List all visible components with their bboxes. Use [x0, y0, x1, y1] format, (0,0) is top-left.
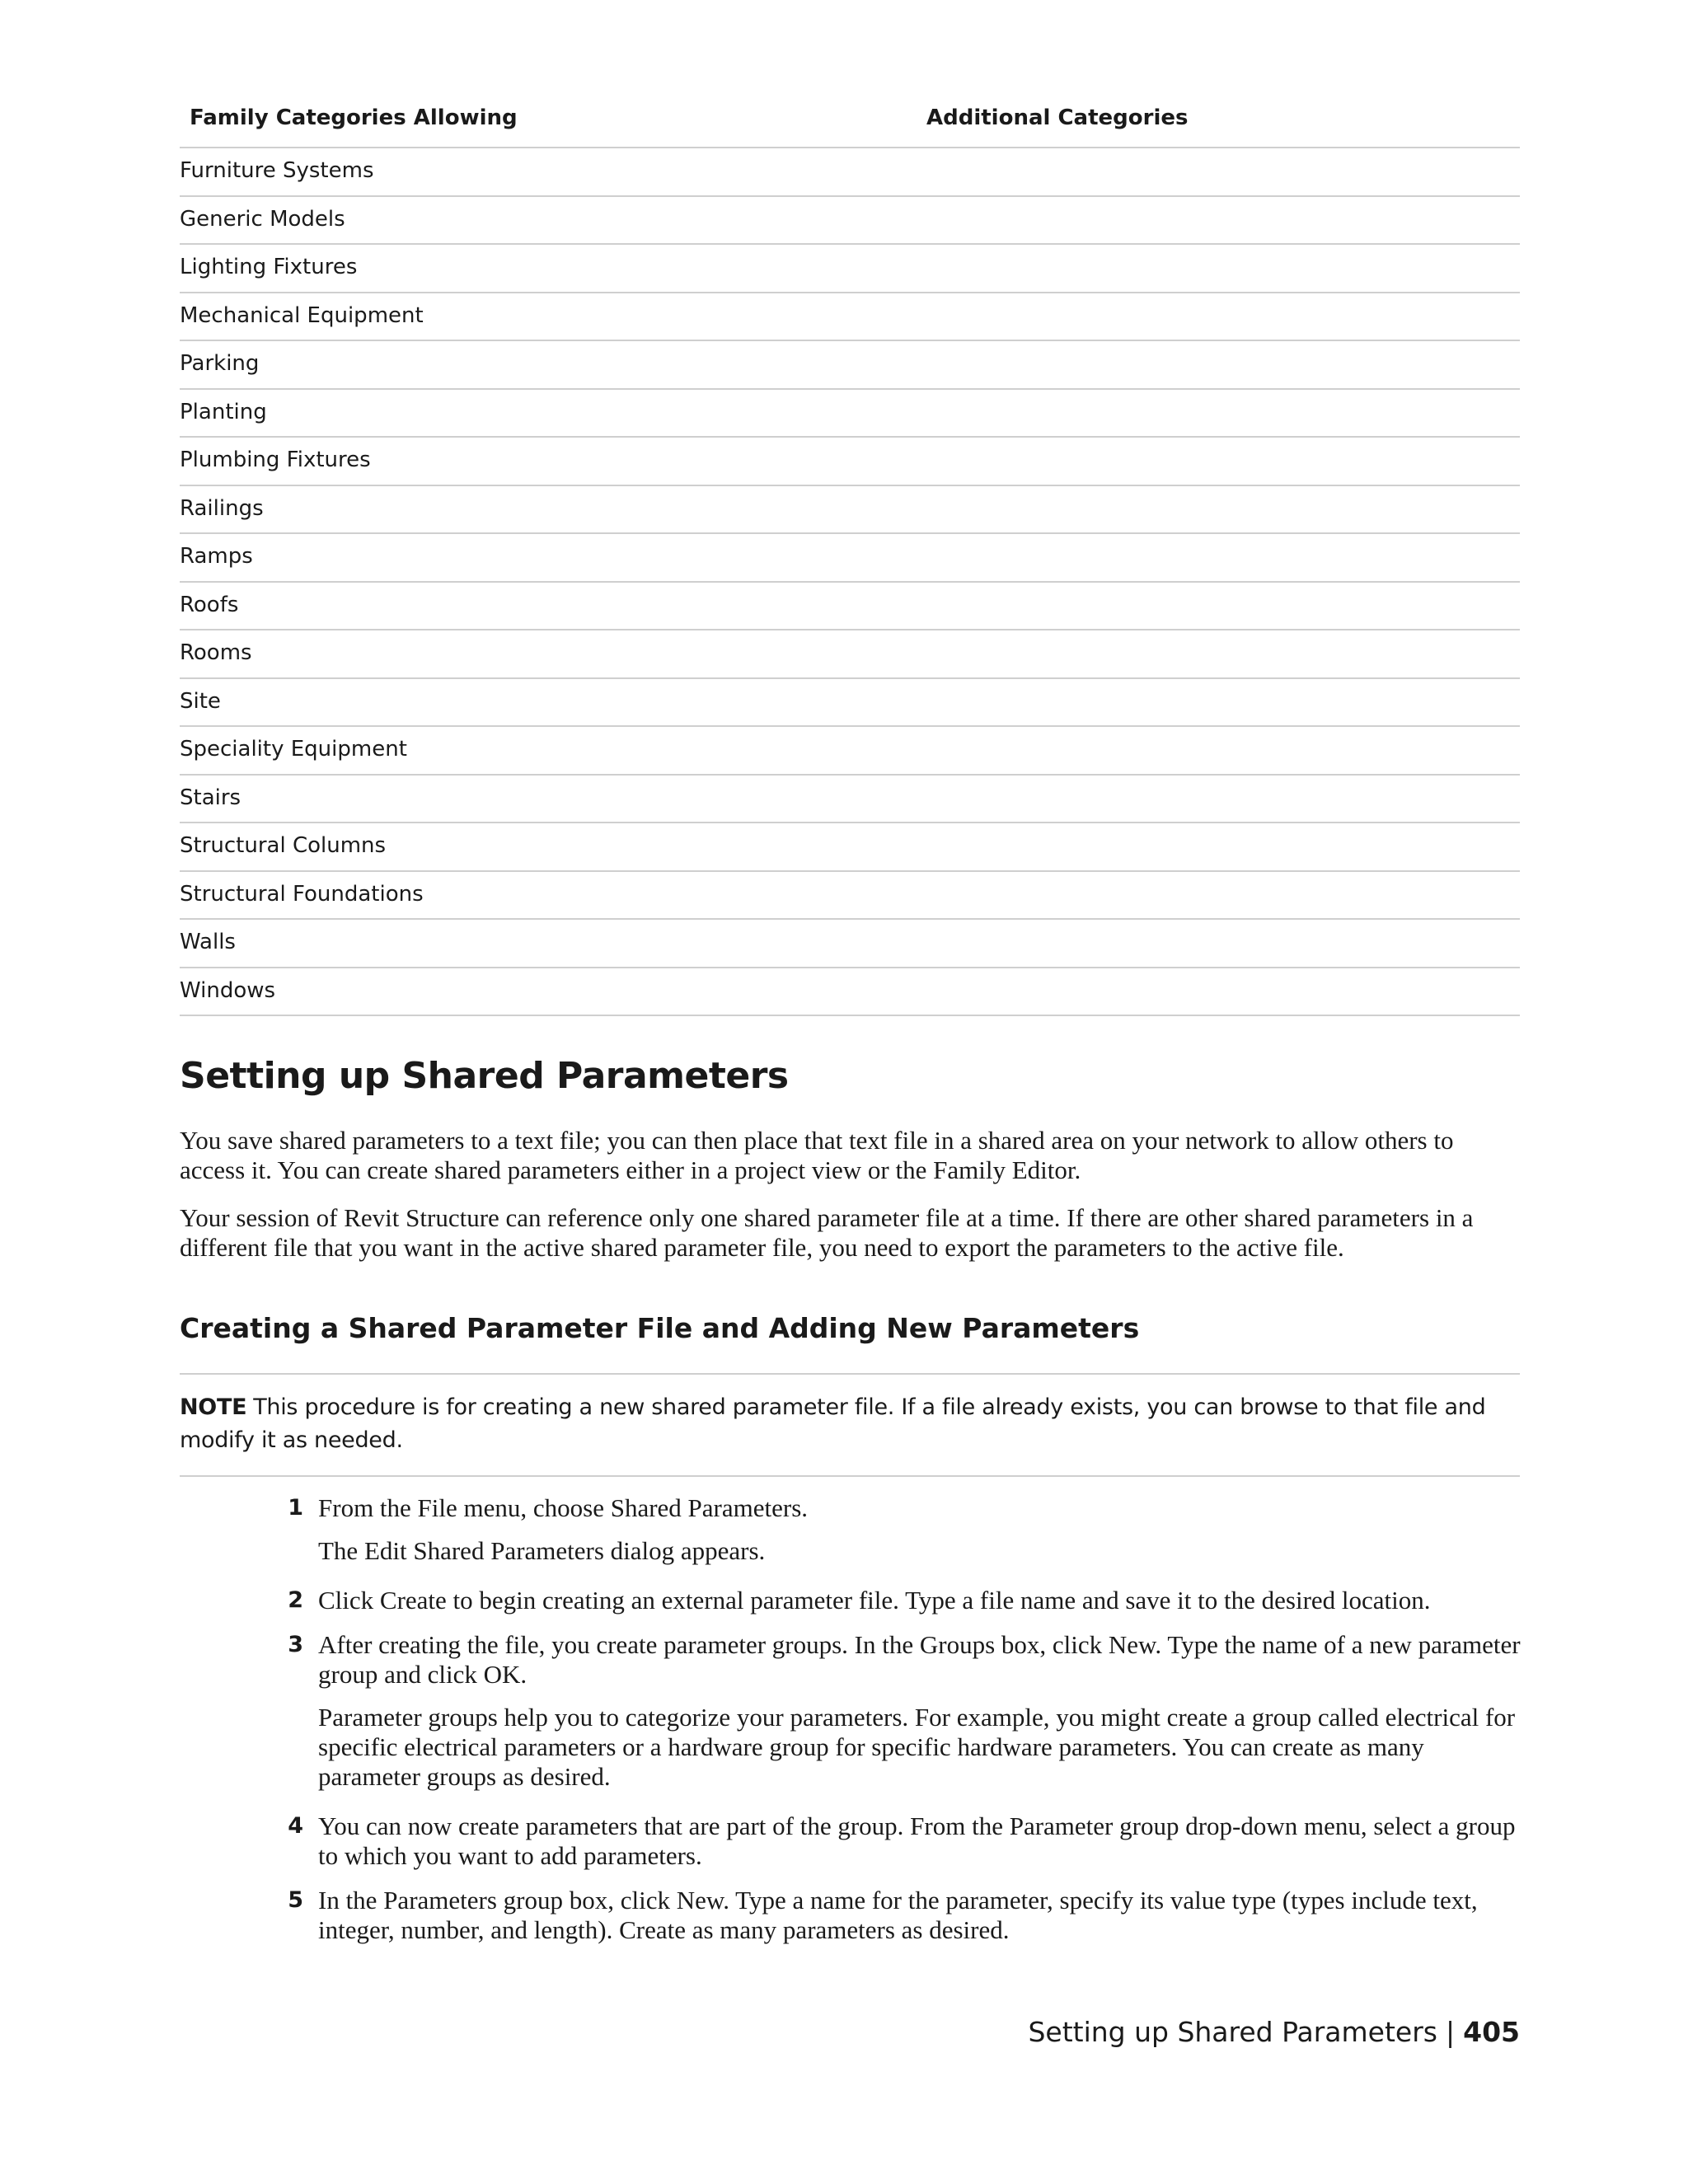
table-row — [180, 486, 1520, 535]
table-cell: Rooms — [180, 640, 252, 665]
table-row — [180, 583, 1520, 631]
table-row — [180, 679, 1520, 728]
footer-separator: | — [1445, 2016, 1456, 2048]
table-row — [180, 148, 1520, 197]
step-text: From the File menu, choose Shared Parameters. — [318, 1493, 809, 1522]
table-cell: Site — [180, 688, 221, 714]
procedure-steps — [279, 1493, 1523, 1960]
table-header-additional-categories: Additional Categories — [926, 105, 1189, 130]
table-cell: Planting — [180, 399, 267, 424]
table-row — [180, 341, 1520, 390]
step-item — [279, 1630, 1523, 1792]
table-cell: Generic Models — [180, 206, 345, 232]
section-heading: Setting up Shared Parameters — [180, 1055, 789, 1097]
table-row — [180, 968, 1520, 1017]
table-row — [180, 630, 1520, 679]
table-cell: Lighting Fixtures — [180, 255, 358, 279]
step-text: In the Parameters group box, click New. Type a name for the parameter, specify its value type (types include text, integer, number, and length). Create as many parameters as desired. — [318, 1886, 1478, 1944]
step-text: After creating the file, you create parameter groups. In the Groups box, click New. Type the name of a new parameter group and click OK. — [318, 1630, 1521, 1689]
table-row — [180, 534, 1520, 583]
family-categories-table — [180, 99, 1520, 1016]
table-row — [180, 438, 1520, 486]
table-row — [180, 872, 1520, 921]
table-row — [180, 293, 1520, 342]
section-paragraph-1: You save shared parameters to a text file; you can then place that text file in a shared area on your network to allow others to access it. You can create shared parameters either in a project view or the Family Editor. — [180, 1126, 1454, 1184]
table-row — [180, 823, 1520, 872]
table-cell: Plumbing Fixtures — [180, 448, 371, 472]
step-item — [279, 1811, 1523, 1871]
table-row — [180, 776, 1520, 824]
step-number: 3 — [288, 1632, 303, 1657]
table-cell: Structural Foundations — [180, 881, 424, 907]
step-text: You can now create parameters that are part of the group. From the Parameter group drop-down menu, select a group to which you want to add parameters. — [318, 1811, 1516, 1870]
step-number: 4 — [288, 1813, 303, 1839]
table-cell: Railings — [180, 495, 264, 521]
section-paragraph-2: Your session of Revit Structure can reference only one shared parameter file at a time. If there are other shared parameters in a different file that you want in the active shared parameter file, you need to export the parameters to the active file. — [180, 1203, 1474, 1262]
table-cell: Ramps — [180, 544, 253, 569]
table-cell: Roofs — [180, 592, 239, 617]
step-number: 1 — [288, 1495, 303, 1521]
table-cell: Furniture Systems — [180, 158, 374, 183]
step-item — [279, 1586, 1523, 1615]
note-box — [180, 1373, 1520, 1477]
table-row — [180, 920, 1520, 968]
table-header-family-categories: Family Categories Allowing — [190, 105, 518, 130]
footer-title: Setting up Shared Parameters — [1028, 2016, 1437, 2048]
table-row — [180, 197, 1520, 246]
step-number: 2 — [288, 1587, 303, 1613]
step-subtext: Parameter groups help you to categorize your parameters. For example, you might create a group called electrical for specific electrical parameters or a hardware group for specific hardware parameters. You can create as many parameter groups as desired. — [318, 1703, 1516, 1791]
table-cell: Parking — [180, 351, 260, 376]
table-cell: Speciality Equipment — [180, 737, 407, 762]
step-subtext: The Edit Shared Parameters dialog appears. — [318, 1536, 766, 1565]
subsection-heading: Creating a Shared Parameter File and Adding New Parameters — [180, 1312, 1140, 1344]
page-number: 405 — [1463, 2016, 1520, 2048]
note-label: NOTE — [180, 1394, 247, 1420]
step-item — [279, 1886, 1523, 1945]
table-cell: Mechanical Equipment — [180, 302, 424, 328]
table-cell: Structural Columns — [180, 833, 387, 858]
table-cell: Walls — [180, 930, 236, 954]
table-cell: Windows — [180, 977, 276, 1003]
table-row — [180, 245, 1520, 293]
table-cell: Stairs — [180, 785, 241, 810]
table-row — [180, 390, 1520, 438]
note-text: This procedure is for creating a new shared parameter file. If a file already exists, you can browse to that file and modify it as needed. — [180, 1394, 1486, 1453]
step-number: 5 — [288, 1887, 303, 1913]
step-item — [279, 1493, 1523, 1566]
table-row — [180, 727, 1520, 776]
page-footer — [1028, 2016, 1520, 2048]
step-text: Click Create to begin creating an external parameter file. Type a file name and save it to the desired location. — [318, 1586, 1431, 1615]
table-header-row — [180, 99, 1520, 148]
